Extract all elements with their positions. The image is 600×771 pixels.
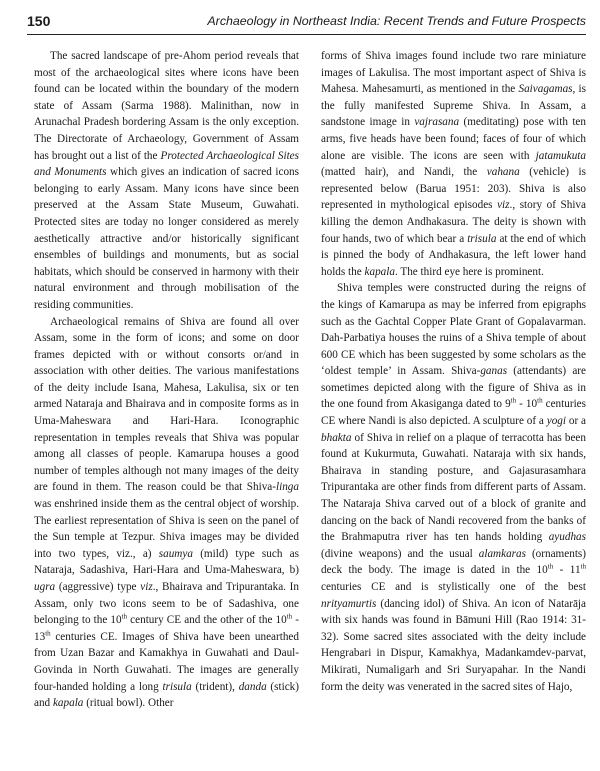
paragraph [321, 280, 586, 695]
text-run: which gives an indication of sacred icons belonging to early Assam. Many icons have since been preserved at the Assam State Museum, Guwahati. Protected sites are today no longer considered as merely aesthetically attractive and/or historically significant ensembles of buildings and monuments, but as social habitats, which should be conserved in harmony with their natural environment and through mobilisation of the residing communities. [34, 166, 299, 311]
text-run: (mild) type such as Nataraja, Sadashiva, Hari-Hara and Uma-Maheswara, b) [34, 547, 299, 577]
text-run: (meditating) pose with ten arms, five heads have been found; faces of four of which alone are visible. The icons are seen with [321, 116, 586, 162]
italic-term: viz [497, 199, 510, 212]
superscript: th [45, 629, 51, 638]
text-run: ., Bhairava and Tripurantaka. In Assam, only two icons seem to be of Sadashiva, one belonging to the 10 [34, 581, 300, 627]
superscript: th [286, 612, 293, 621]
text-run: century CE and the other of the 10 [127, 614, 287, 627]
text-run: was enshrined inside them as the central object of worship. The earliest representation of Shiva is seen on the panel of the Sun temple at Tezpur. Shiva images may be divided into two types, viz., a) [34, 498, 299, 560]
italic-term: alamkaras [478, 547, 526, 560]
italic-term: bhakta [321, 431, 352, 444]
italic-term: jatamukuta [535, 149, 586, 162]
text-run: centuries CE. Images of Shiva have been unearthed from Uzan Bazar and Kamakhya in Guwahati and Daul-Govinda in North Guwahati. The images are generally four-handed holding a long [34, 630, 299, 693]
italic-term: ganas [480, 365, 508, 378]
paragraph [34, 314, 299, 712]
superscript: th [510, 396, 517, 405]
italic-term: trisula [162, 680, 192, 693]
italic-term: saumya [158, 547, 193, 560]
italic-term: vahana [486, 166, 520, 179]
text-run: - 11 [553, 564, 581, 577]
text-run: at the end of which is pinned the body of Andhakasura, the left lower hand holds the [321, 232, 586, 278]
text-run: (stick) and [34, 680, 299, 710]
text-run: Archaeological remains of Shiva are found all over Assam, some in the form of icons; and some on door frames depicted with or without consorts or/and in association with other deities. The various manifestations of the deity include Isana, Mahesa, Lakulisa, six or ten armed Nataraja and Bhairava and in composite forms as in Uma-Maheswara and Hari-Hara. Iconographic representation in temples reveals that Shiva was popular among all classes of people. Kamarupa houses a good number of temples although not many images of the deity are found in them. The reason could be that Shiva- [34, 315, 299, 494]
italic-term: ayudhas [548, 531, 586, 544]
text-run: , is the fully manifested Supreme Shiva. In Assam, a sandstone image in [321, 83, 586, 129]
italic-term: yogi [546, 415, 567, 428]
superscript: th [537, 396, 543, 405]
text-run: forms of Shiva images found include two rare miniature images of Lakulisa. The most important aspect of Shiva is Mahesa. Mahesamurti, as mentioned in the [321, 50, 586, 96]
page-number: 150 [27, 13, 51, 29]
page-header [27, 10, 586, 35]
italic-term: trisula [467, 232, 497, 245]
text-run: (aggressive) type [55, 581, 141, 593]
text-columns [34, 48, 586, 769]
text-run: (attendants) are sometimes depicted along with the figure of Shiva as in the one found from Akasiganga dated to 9 [321, 365, 586, 411]
text-run: - 10 [516, 398, 538, 411]
italic-term: Saivagamas [518, 83, 573, 96]
text-run: . The third eye here is prominent. [394, 265, 544, 278]
text-run: (matted hair), and Nandi, the [321, 166, 487, 179]
right-column [321, 48, 586, 769]
italic-term: linga [276, 481, 299, 494]
text-run: or a [566, 415, 586, 428]
text-run: (dancing idol) of Shiva. An icon of Natarāja with six hands was found in Bāmuni Hill (Rao 1914: 31-32). Some sacred sites associated with the deity include Hengrabari in Dispur, Kamakhya, Madankamdev-parvat, Mikirati, Numaligarh and Sri Suryapahar. In the Nandi form the deity was venerated in the sacred sites of Hajo, [321, 597, 586, 693]
running-title: Archaeology in Northeast India: Recent Trends and Future Prospects [207, 14, 586, 28]
superscript: th [547, 562, 554, 571]
text-run: (trident), [191, 680, 239, 693]
text-run: Shiva temples were constructed during the reigns of the kings of Kamarupa as may be inferred from epigraphs such as the Gachtal Copper Plate Grant of Gopalavarman. Dah-Parbatiya houses the ruins of a Shiva temple of about 600 CE which has been suggested by some scholars as the ‘oldest temple’ in Assam. Shiva- [321, 282, 586, 378]
superscript: th [121, 612, 128, 621]
italic-term: danda [238, 680, 267, 693]
text-run: The sacred landscape of pre-Ahom period reveals that most of the archaeological sites where icons have been found can be located within the boundary of the modern state of Assam (Sarma 1988). Malinithan, now in Arunachal Pradesh bordering Assam is the only exception. The Directorate of Archaeology, Government of Assam has brought out a list of the [34, 50, 299, 162]
text-run: centuries CE where Nandi is also depicted. A sculpture of a [321, 398, 586, 428]
italic-term: nrityamurtis [321, 597, 377, 610]
text-run: (divine weapons) and the usual [321, 547, 479, 560]
italic-term: viz [140, 581, 153, 593]
text-run: (ritual bowl). Other [83, 697, 174, 710]
italic-term: Protected Archaeological Sites and Monuments [34, 149, 299, 179]
text-run: centuries CE and is stylistically one of the best [321, 581, 586, 593]
italic-term: ugra [34, 581, 56, 593]
text-run: (vehicle) is represented below (Barua 1951: 203). Shiva is also represented in mythological episodes [321, 166, 587, 212]
superscript: th [580, 562, 586, 571]
italic-term: kapala [364, 265, 395, 278]
text-run: (ornaments) deck the body. The image is dated in the 10 [321, 547, 587, 577]
text-run: ., story of Shiva killing the demon Andhakasura. The deity is shown with four hands, two of which bear a [321, 199, 586, 245]
left-column [34, 48, 299, 769]
italic-term: vajrasana [414, 116, 460, 129]
text-run: - 13 [34, 614, 299, 643]
italic-term: kapala [52, 697, 84, 710]
paragraph [321, 48, 586, 280]
paragraph [34, 48, 299, 314]
text-run: of Shiva in relief on a plaque of terracotta has been found at Kukurmuta, Guwahati. Nataraja with six hands, Bhairava in standing posture, and Gajasurasamhara Tripurantaka are other finds from different parts of Assam. The Nataraja Shiva carved out of a block of granite and dancing on the back of Nandi recovered from the banks of the Brahmaputra river has ten hands holding [321, 431, 586, 544]
